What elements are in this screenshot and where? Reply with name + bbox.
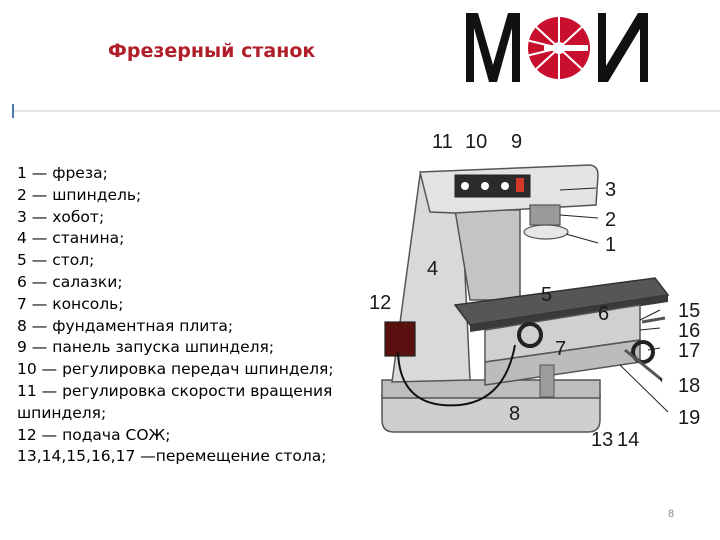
callout-18: 18 <box>678 375 701 397</box>
callout-2: 2 <box>605 209 617 231</box>
legend-item: 5 — стол; <box>17 251 95 270</box>
legend-item: 11 — регулировка скорости вращения <box>17 381 333 400</box>
callout-13: 13 <box>591 429 614 451</box>
coolant-tank <box>385 322 415 356</box>
callout-3: 3 <box>605 179 617 201</box>
legend-list <box>17 163 392 468</box>
callout-1: 1 <box>605 234 617 256</box>
callout-16: 16 <box>678 320 701 342</box>
legend-item: 9 — панель запуска шпинделя; <box>17 338 275 357</box>
callout-4: 4 <box>427 258 439 280</box>
foundation-plate <box>382 395 600 432</box>
header-divider <box>12 104 720 118</box>
callout-9: 9 <box>511 131 523 153</box>
callout-14: 14 <box>617 429 640 451</box>
mei-logo <box>462 10 654 85</box>
legend-item: 1 — фреза; <box>17 164 108 182</box>
callout-15: 15 <box>678 300 701 322</box>
spindle <box>530 205 560 225</box>
legend-item: 6 — салазки; <box>17 272 123 291</box>
callout-19: 19 <box>678 407 701 429</box>
legend-item: 3 — хобот; <box>17 207 105 226</box>
slide-title: Фрезерный станок <box>108 40 316 62</box>
milling-machine-diagram <box>365 122 720 452</box>
callout-17: 17 <box>678 340 701 362</box>
legend-item: 8 — фундаментная плита; <box>17 316 234 335</box>
legend-item: 12 — подача СОЖ; <box>17 425 171 444</box>
knee-screw <box>540 365 554 397</box>
callout-10: 10 <box>465 131 488 153</box>
legend-item: 4 — станина; <box>17 229 125 248</box>
callout-5: 5 <box>541 284 553 306</box>
legend-item: 13,14,15,16,17 —перемещение стола; <box>17 447 327 466</box>
page-number: 8 <box>668 508 675 520</box>
callout-8: 8 <box>509 403 521 425</box>
cutter <box>524 225 568 239</box>
callout-12: 12 <box>369 292 392 314</box>
legend-item: 7 — консоль; <box>17 294 124 313</box>
legend-item: 10 — регулировка передач шпинделя; <box>17 360 334 379</box>
callout-7: 7 <box>555 338 567 360</box>
legend-item: 2 — шпиндель; <box>17 185 142 204</box>
legend-item: шпинделя; <box>17 403 107 422</box>
callout-6: 6 <box>598 303 610 325</box>
callout-11: 11 <box>432 131 453 153</box>
